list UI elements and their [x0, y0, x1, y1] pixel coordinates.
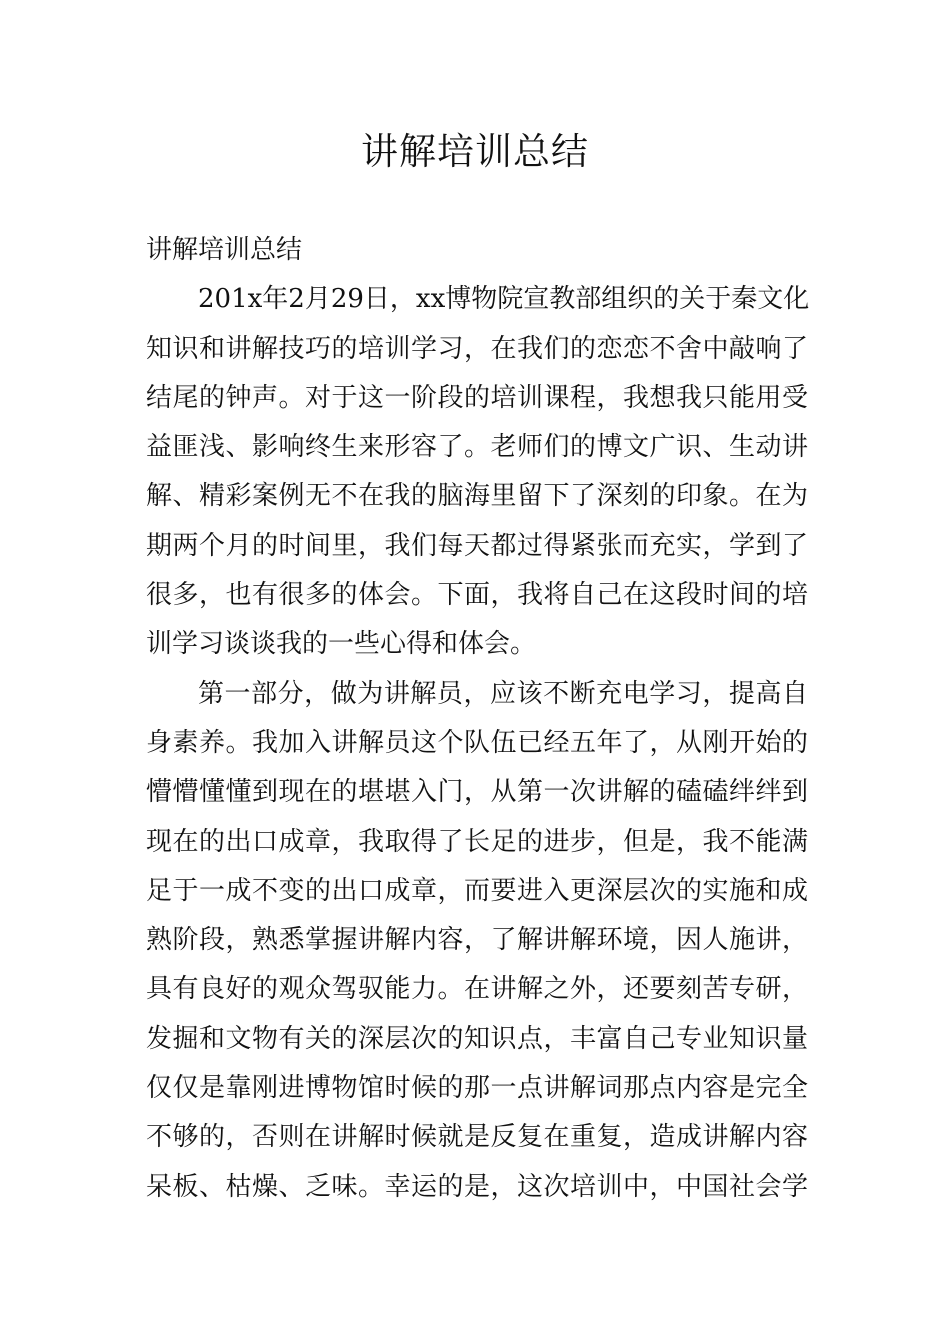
text-line: 益匪浅、影响终生来形容了。老师们的博文广识、生动讲: [146, 432, 808, 463]
text-line: 训学习谈谈我的一些心得和体会。: [146, 629, 537, 660]
text-line: 结尾的钟声。对于这一阶段的培训课程，我想我只能用受: [146, 382, 808, 413]
text-line: 懵懵懂懂到现在的堪堪入门，从第一次讲解的磕磕绊绊到: [146, 777, 808, 808]
text-line: 发掘和文物有关的深层次的知识点，丰富自己专业知识量: [146, 1023, 808, 1054]
text-line: 期两个月的时间里，我们每天都过得紧张而充实，学到了: [146, 530, 808, 561]
document-title: 讲解培训总结: [361, 130, 589, 173]
document-body: [146, 226, 808, 1212]
text-line: 仅仅是靠刚进博物馆时候的那一点讲解词那点内容是完全: [146, 1073, 808, 1104]
text-line: 现在的出口成章，我取得了长足的进步，但是，我不能满: [146, 826, 808, 857]
text-line: 呆板、枯燥、乏味。幸运的是，这次培训中，中国社会学: [146, 1171, 808, 1202]
text-line: 解、精彩案例无不在我的脑海里留下了深刻的印象。在为: [146, 481, 808, 512]
text-line: 知识和讲解技巧的培训学习，在我们的恋恋不舍中敲响了: [146, 333, 808, 364]
text-line: 具有良好的观众驾驭能力。在讲解之外，还要刻苦专研，: [146, 974, 808, 1005]
text-line: 201x年2月29日，xx博物院宣教部组织的关于秦文化: [198, 284, 810, 315]
text-line: 熟阶段，熟悉掌握讲解内容，了解讲解环境，因人施讲，: [146, 925, 808, 956]
text-line: 第一部分，做为讲解员，应该不断充电学习，提高自: [198, 678, 808, 709]
text-line: 讲解培训总结: [146, 235, 303, 265]
text-line: 足于一成不变的出口成章，而要进入更深层次的实施和成: [146, 875, 808, 906]
text-line: 身素养。我加入讲解员这个队伍已经五年了，从刚开始的: [146, 727, 808, 758]
text-line: 很多，也有很多的体会。下面，我将自己在这段时间的培: [146, 580, 808, 611]
text-line: 不够的，否则在讲解时候就是反复在重复，造成讲解内容: [146, 1122, 808, 1153]
